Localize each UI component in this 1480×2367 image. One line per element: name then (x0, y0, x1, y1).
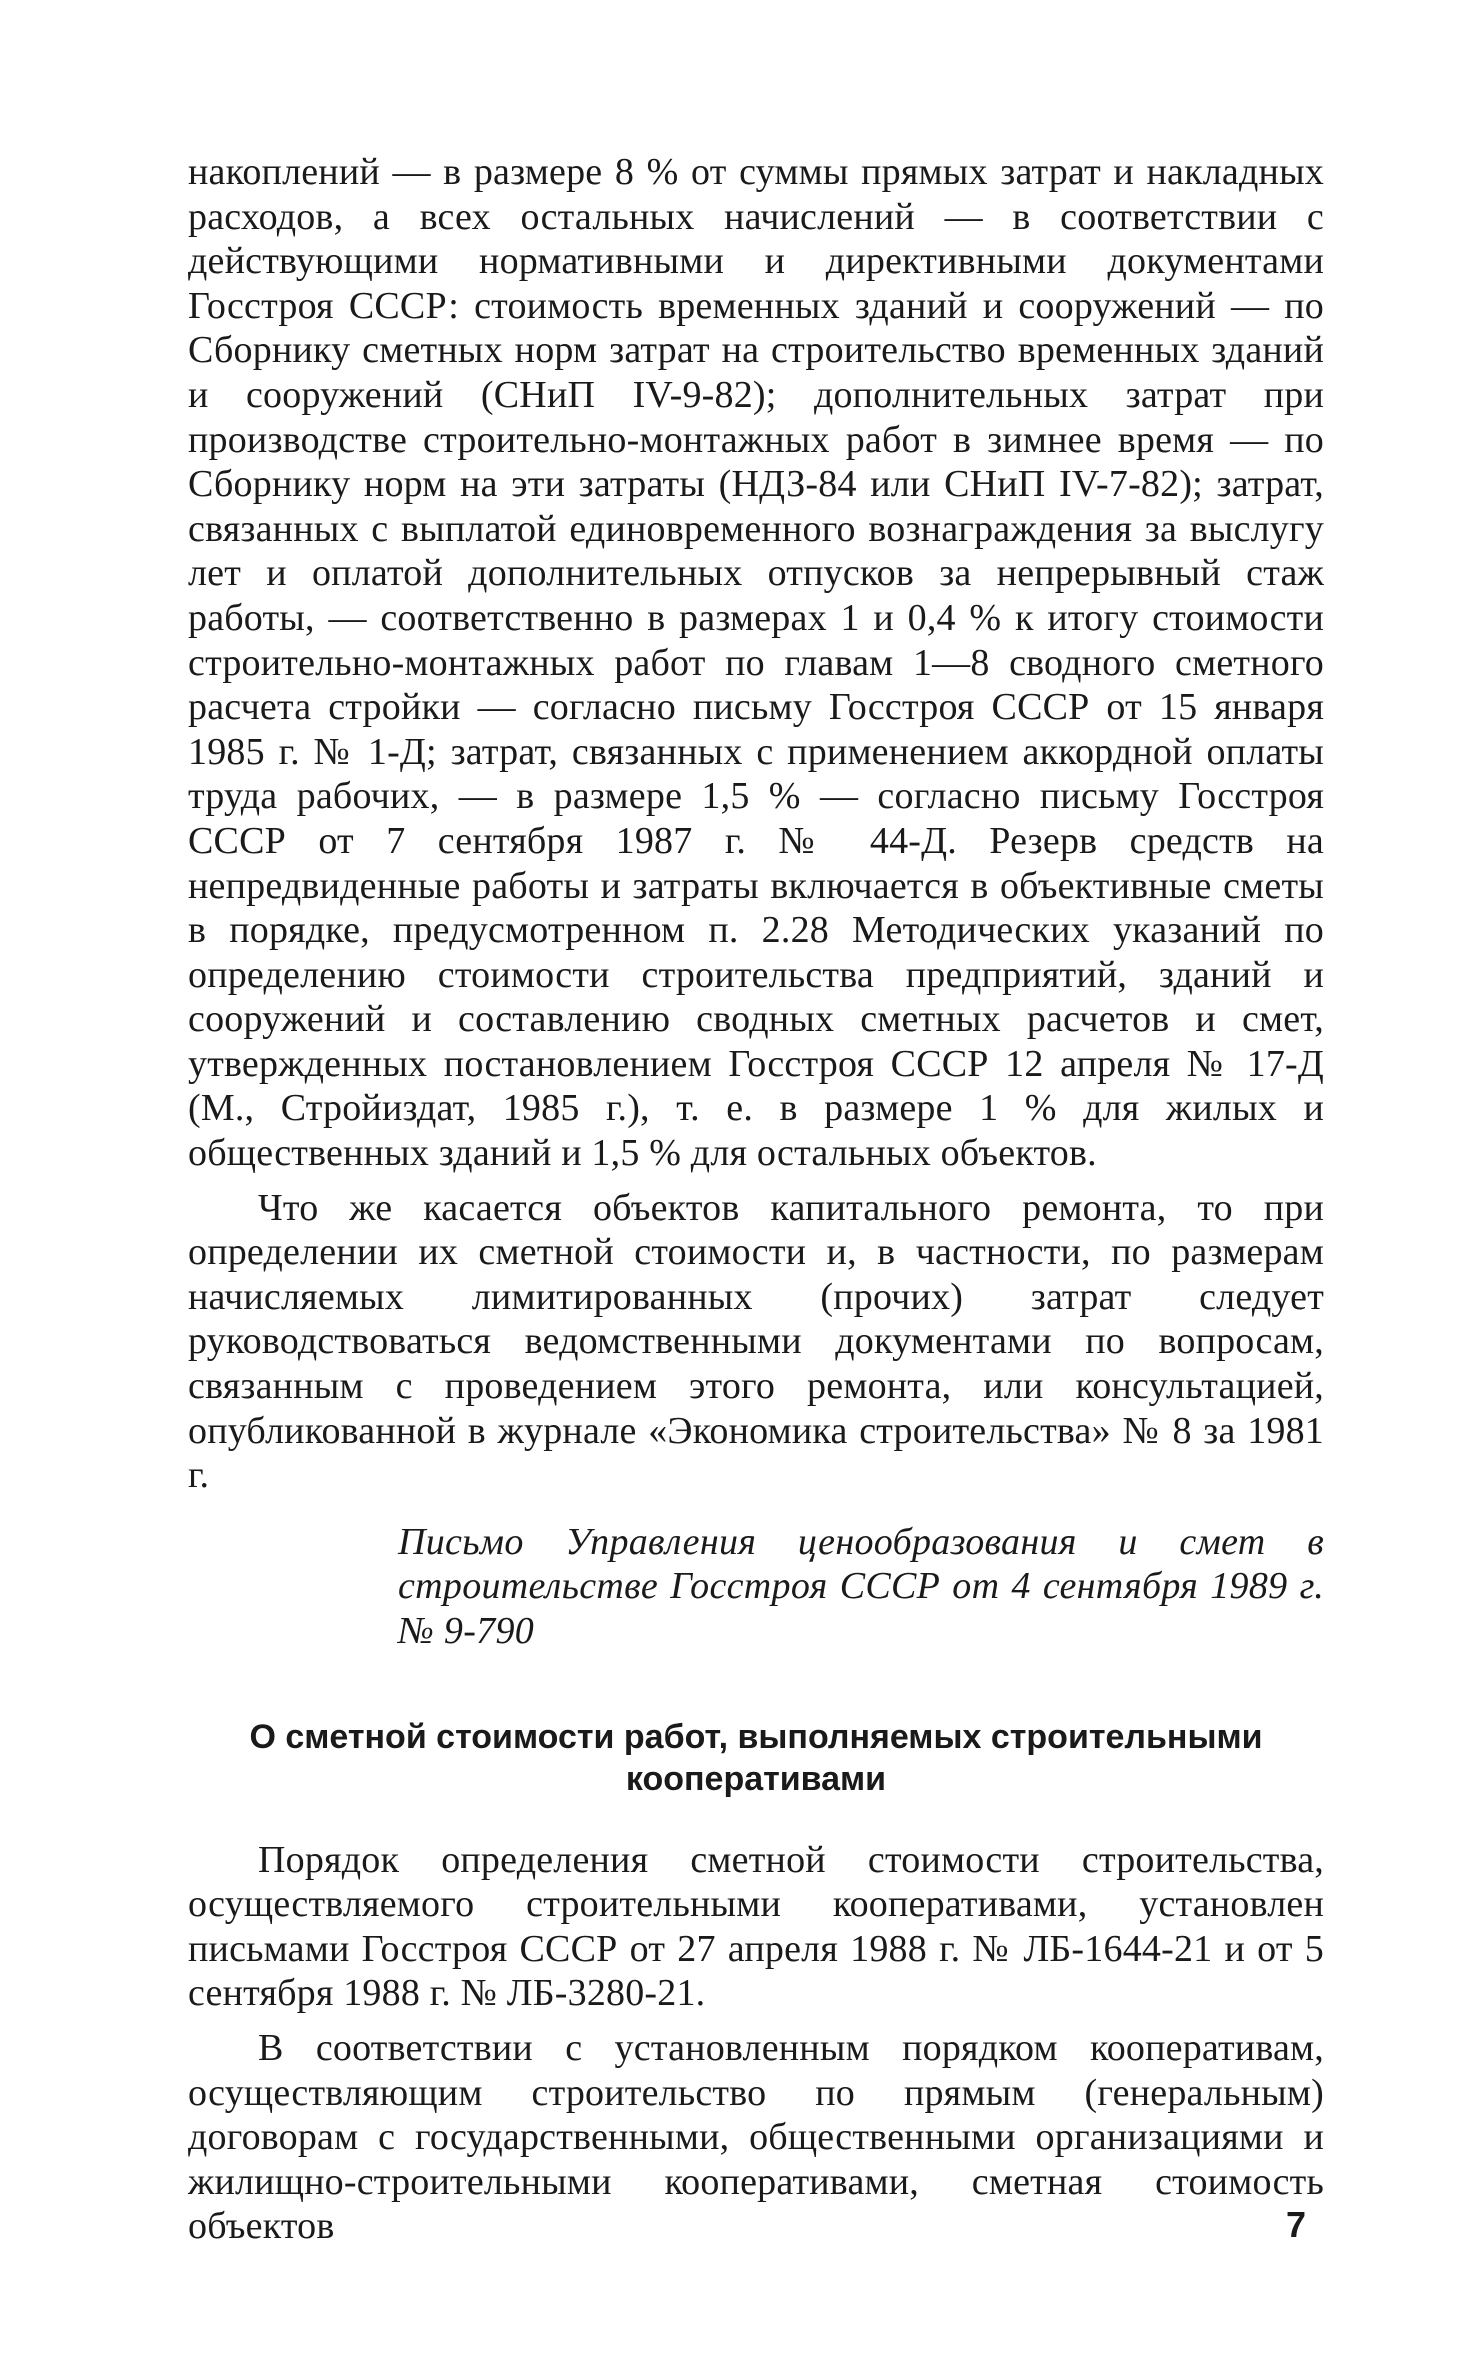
body-paragraph-capital-repair: Что же касается объектов капитального ремонта, то при определении их сметной стоимости и, в частности, по размерам начисляемых лимитированных (прочих) затрат следует руководствоваться ведомственными документами по вопросам, связанным с проведением этого ремонта, или консультацией, опубликованной в журнале «Экономика строительства» № 8 за 1981 г. (188, 1186, 1324, 1497)
section-paragraph-cooperatives: В соответствии с установленным порядком кооперативам, осуществляющим строительство по прямым (генеральным) договорам с государственными, общественными организациями и жилищно-строительными кооперативами, сметная стоимость объектов (188, 2026, 1324, 2248)
body-paragraph-continuation: накоплений — в размере 8 % от суммы прямых затрат и накладных расходов, а всех остальных начислений — в соответствии с действующими нормативными и директивными документами Госстроя СССР: стоимость временных зданий и сооружений — по Сборнику сметных норм затрат на строительство временных зданий и сооружений (СНиП IV-9-82); дополнительных затрат при производстве строительно-монтажных работ в зимнее время — по Сборнику норм на эти затраты (НДЗ-84 или СНиП IV-7-82); затрат, связанных с выплатой единовременного вознаграждения за выслугу лет и оплатой дополнительных отпусков за непрерывный стаж работы, — соответственно в размерах 1 и 0,4 % к итогу стоимости строительно-монтажных работ по главам 1—8 сводного сметного расчета стройки — согласно письму Госстроя СССР от 15 января 1985 г. № 1-Д; затрат, связанных с применением аккордной оплаты труда рабочих, — в размере 1,5 % — согласно письму Госстроя СССР от 7 сентября 1987 г. № 44-Д. Резерв средств на непредвиденные работы и затраты включается в объективные сметы в порядке, предусмотренном п. 2.28 Методических указаний по определению стоимости строительства предприятий, зданий и сооружений и составлению сводных сметных расчетов и смет, утвержденных постановлением Госстроя СССР 12 апреля № 17-Д (М., Стройиздат, 1985 г.), т. е. в размере 1 % для жилых и общественных зданий и 1,5 % для остальных объектов. (188, 151, 1324, 1175)
document-page (188, 150, 1324, 2249)
page-number: 7 (1286, 2204, 1307, 2245)
section-paragraph-order: Порядок определения сметной стоимости строительства, осуществляемого строительными кооперативами, установлен письмами Госстроя СССР от 27 апреля 1988 г. № ЛБ-1644-21 и от 5 сентября 1988 г. № ЛБ-3280-21. (188, 1838, 1324, 2015)
section-heading: О сметной стоимости работ, выполняемых строительными кооперативами (249, 1717, 1263, 1798)
letter-signature: Письмо Управления ценообразования и смет в строительстве Госстроя СССР от 4 сентября 1989 г. № 9-790 (398, 1520, 1324, 1652)
